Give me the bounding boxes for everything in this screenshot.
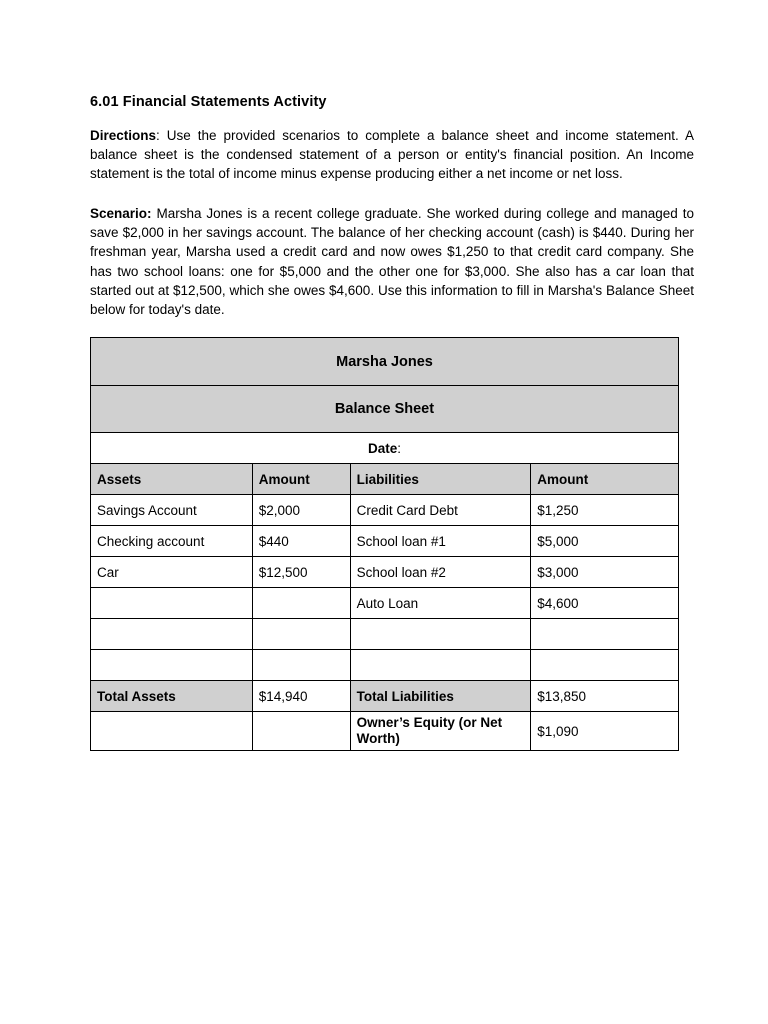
liability-cell[interactable]: School loan #1	[350, 526, 531, 557]
liability-amount-header: Amount	[531, 464, 679, 495]
table-row	[91, 650, 679, 681]
liability-cell[interactable]: Auto Loan	[350, 588, 531, 619]
liability-amount-cell[interactable]: $3,000	[531, 557, 679, 588]
assets-header: Assets	[91, 464, 253, 495]
scenario-label: Scenario:	[90, 206, 152, 221]
page-title: 6.01 Financial Statements Activity	[90, 94, 327, 110]
total-liabilities-label: Total Liabilities	[350, 681, 531, 712]
table-row	[91, 588, 679, 619]
liability-amount-cell[interactable]: $1,250	[531, 495, 679, 526]
column-header-row	[91, 464, 679, 495]
liability-cell[interactable]	[350, 650, 531, 681]
liabilities-header: Liabilities	[350, 464, 531, 495]
equity-row	[91, 712, 679, 751]
title-header-row	[91, 386, 679, 433]
total-assets-value[interactable]: $14,940	[252, 681, 350, 712]
asset-amount-cell[interactable]	[252, 650, 350, 681]
owners-equity-label: Owner’s Equity (or Net Worth)	[350, 712, 531, 751]
date-colon: :	[397, 440, 402, 456]
asset-amount-cell[interactable]: $440	[252, 526, 350, 557]
directions-label: Directions	[90, 128, 157, 143]
liability-amount-cell[interactable]: $5,000	[531, 526, 679, 557]
asset-cell[interactable]: Checking account	[91, 526, 253, 557]
totals-row	[91, 681, 679, 712]
total-assets-label: Total Assets	[91, 681, 253, 712]
asset-cell[interactable]: Savings Account	[91, 495, 253, 526]
directions-text: : Use the provided scenarios to complete a balance sheet and income statement. A balance sheet is the condensed statement of a person or entity's financial position. An Income statement is the total of income minus expense producing either a net income or net loss.	[90, 128, 694, 182]
liability-amount-cell[interactable]	[531, 650, 679, 681]
asset-cell[interactable]	[91, 588, 253, 619]
date-cell[interactable]	[91, 433, 679, 464]
empty-cell[interactable]	[91, 712, 253, 751]
table-row	[91, 619, 679, 650]
asset-cell[interactable]	[91, 650, 253, 681]
asset-cell[interactable]	[91, 619, 253, 650]
name-header-row	[91, 338, 679, 386]
empty-cell[interactable]	[252, 712, 350, 751]
asset-amount-cell[interactable]: $12,500	[252, 557, 350, 588]
asset-amount-header: Amount	[252, 464, 350, 495]
asset-amount-cell[interactable]: $2,000	[252, 495, 350, 526]
date-row	[91, 433, 679, 464]
table-row	[91, 557, 679, 588]
liability-amount-cell[interactable]: $4,600	[531, 588, 679, 619]
table-row	[91, 526, 679, 557]
owners-equity-value[interactable]: $1,090	[531, 712, 679, 751]
scenario-text: Marsha Jones is a recent college graduate. She worked during college and managed to save $2,000 in her savings account. The balance of her checking account (cash) is $440. During her freshman year, Marsha used a credit card and now owes $1,250 to that credit card company. She has two school loans: one for $5,000 and the other one for $3,000. She also has a car loan that started out at $12,500, which she owes $4,600. Use this information to fill in Marsha's Balance Sheet below for today's date.	[90, 206, 694, 318]
liability-cell[interactable]	[350, 619, 531, 650]
total-liabilities-value[interactable]: $13,850	[531, 681, 679, 712]
asset-amount-cell[interactable]	[252, 588, 350, 619]
directions-paragraph	[90, 126, 694, 184]
person-name: Marsha Jones	[91, 338, 679, 386]
liability-cell[interactable]: Credit Card Debt	[350, 495, 531, 526]
asset-amount-cell[interactable]	[252, 619, 350, 650]
date-label: Date	[367, 440, 398, 456]
scenario-paragraph	[90, 204, 694, 319]
table-row	[91, 495, 679, 526]
liability-amount-cell[interactable]	[531, 619, 679, 650]
asset-cell[interactable]: Car	[91, 557, 253, 588]
liability-cell[interactable]: School loan #2	[350, 557, 531, 588]
sheet-title: Balance Sheet	[91, 386, 679, 433]
balance-sheet-table	[90, 337, 679, 751]
